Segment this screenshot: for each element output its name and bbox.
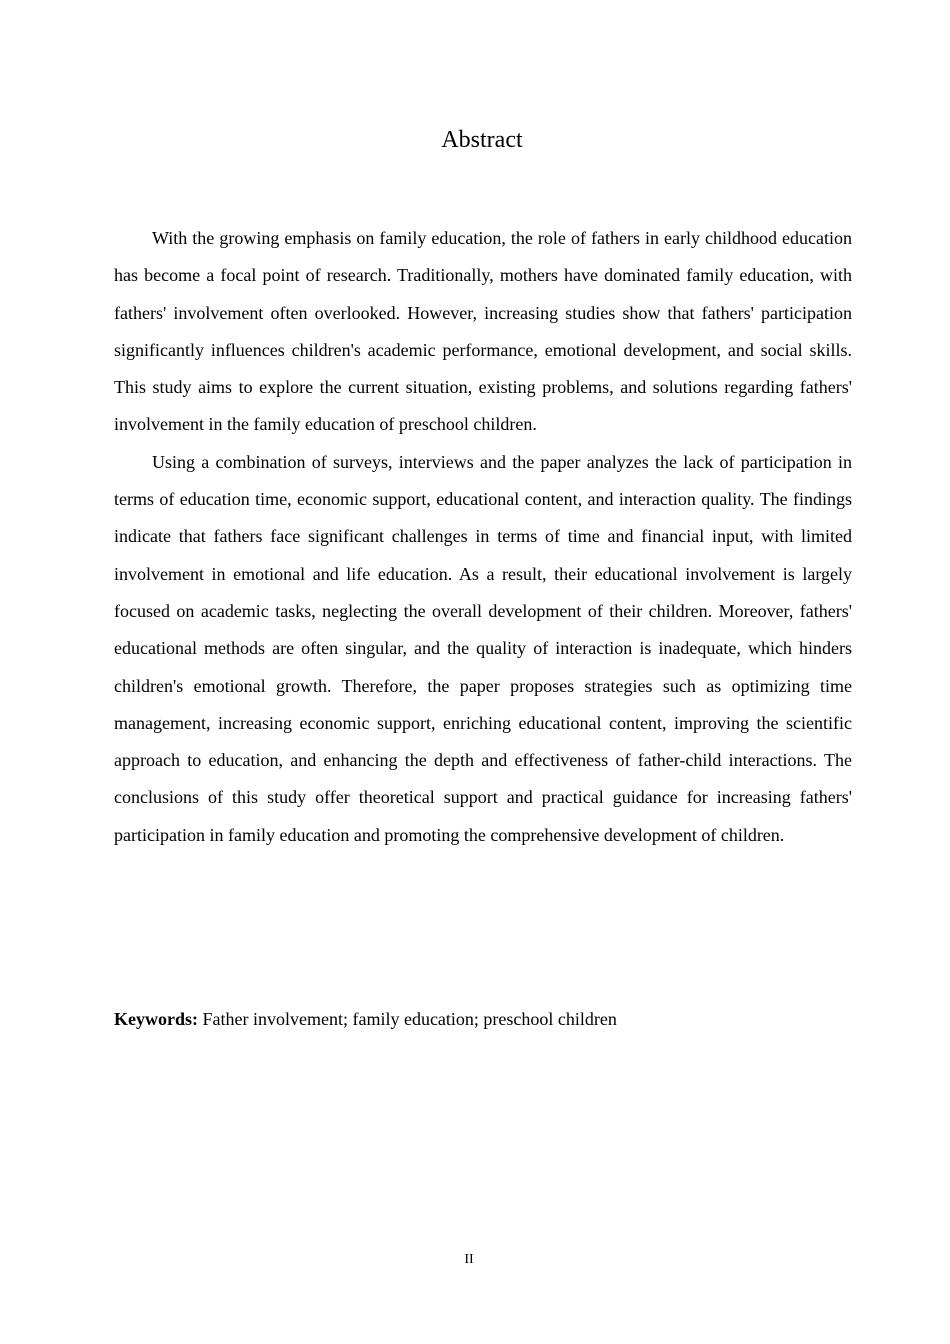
abstract-paragraph-1: With the growing emphasis on family education, the role of fathers in early childhood education has become a focal point of research. Traditionally, mothers have dominated family education, with fathers' involvement often overlooked. However, increasing studies show that fathers' participation significantly influences children's academic performance, emotional development, and social skills. This study aims to explore the current situation, existing problems, and solutions regarding fathers' involvement in the family education of preschool children.: [114, 228, 852, 435]
keywords-label: Keywords:: [114, 1009, 198, 1029]
page-number: II: [464, 1252, 474, 1267]
abstract-paragraph-2: Using a combination of surveys, interviews and the paper analyzes the lack of participation in terms of education time, economic support, educational content, and interaction quality. The findings indicate that fathers face significant challenges in terms of time and financial input, with limited involvement in emotional and life education. As a result, their educational involvement is largely focused on academic tasks, neglecting the overall development of their children. Moreover, fathers' educational methods are often singular, and the quality of interaction is inadequate, which hinders children's emotional growth. Therefore, the paper proposes strategies such as optimizing time management, increasing economic support, enriching educational content, improving the scientific approach to education, and enhancing the depth and effectiveness of father-child interactions. The conclusions of this study offer theoretical support and practical guidance for increasing fathers' participation in family education and promoting the comprehensive development of children.: [114, 451, 852, 845]
keywords-text: Father involvement; family education; preschool children: [198, 1009, 617, 1029]
abstract-title: Abstract: [441, 127, 523, 153]
keywords-line: [114, 1005, 852, 1033]
abstract-body: [114, 220, 852, 854]
